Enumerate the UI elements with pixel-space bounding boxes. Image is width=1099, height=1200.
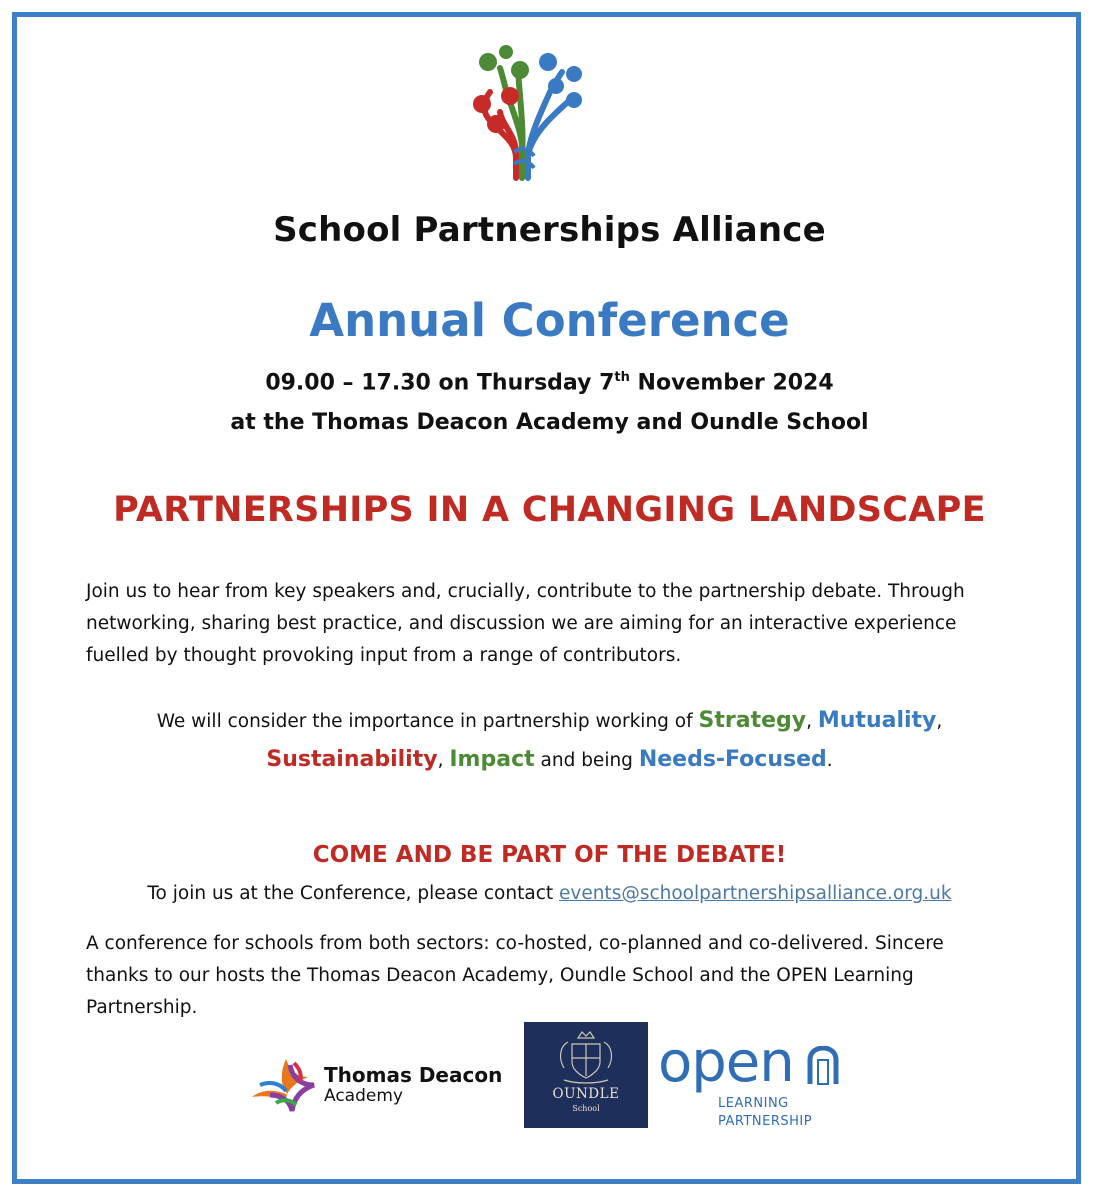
open-learning-partnership-logo [658, 1030, 848, 1136]
themes-sep-1: , [806, 711, 818, 732]
theme-mutuality: Mutuality [817, 708, 937, 733]
oundle-crest-icon [524, 1026, 648, 1088]
thomas-deacon-logo [250, 1055, 503, 1115]
thomas-deacon-star-icon [250, 1055, 322, 1115]
conference-theme: PARTNERSHIPS IN A CHANGING LANDSCAPE [113, 490, 986, 530]
tree-logo-icon [458, 40, 588, 185]
themes-mid: and being [534, 750, 639, 771]
themes-sep-3: , [437, 750, 450, 771]
contact-email-link[interactable]: events@schoolpartnershipsalliance.org.uk [559, 883, 952, 904]
open-door-icon [806, 1046, 840, 1086]
call-to-action: COME AND BE PART OF THE DEBATE! [312, 842, 787, 868]
conference-title: Annual Conference [309, 294, 790, 347]
theme-impact: Impact [449, 747, 535, 772]
date-prefix: 09.00 – 17.30 on Thursday 7 [265, 370, 615, 396]
oundle-school-logo [524, 1022, 648, 1128]
intro-paragraph: Join us to hear from key speakers and, crucially, contribute to the partnership debate. Through networking, sharing best practice, and discussion we are aiming for an interactive experience fuelled by thought provoking input from a range of contributors. [86, 581, 965, 666]
theme-sustainability: Sustainability [266, 747, 438, 772]
theme-strategy: Strategy [698, 708, 807, 733]
date-ordinal: th [614, 370, 630, 385]
themes-end: . [826, 750, 833, 771]
open-line-partnership: PARTNERSHIP [718, 1114, 813, 1129]
conference-venue: at the Thomas Deacon Academy and Oundle School [230, 410, 869, 435]
organisation-name: School Partnerships Alliance [273, 210, 826, 250]
date-suffix: November 2024 [629, 370, 834, 396]
oundle-name: OUNDLE [552, 1086, 620, 1102]
themes-paragraph [60, 702, 1039, 780]
conference-date [0, 370, 1099, 395]
themes-lead: We will consider the importance in partnership working of [156, 711, 699, 732]
thanks-paragraph: A conference for schools from both sectors: co-hosted, co-planned and co-delivered. Sincere thanks to our hosts the Thomas Deacon Academy, Oundle School and the OPEN Learning Partnership. [86, 933, 944, 1018]
open-line-learning: LEARNING [718, 1096, 789, 1111]
contact-line [0, 883, 1099, 904]
thomas-deacon-sub: Academy [324, 1086, 403, 1106]
theme-needs-focused: Needs-Focused [638, 747, 827, 772]
contact-text: To join us at the Conference, please contact [147, 883, 559, 904]
thomas-deacon-name: Thomas Deacon [324, 1063, 503, 1087]
open-wordmark: open [658, 1030, 794, 1095]
oundle-sub: School [572, 1104, 600, 1113]
themes-sep-2: , [936, 711, 943, 732]
